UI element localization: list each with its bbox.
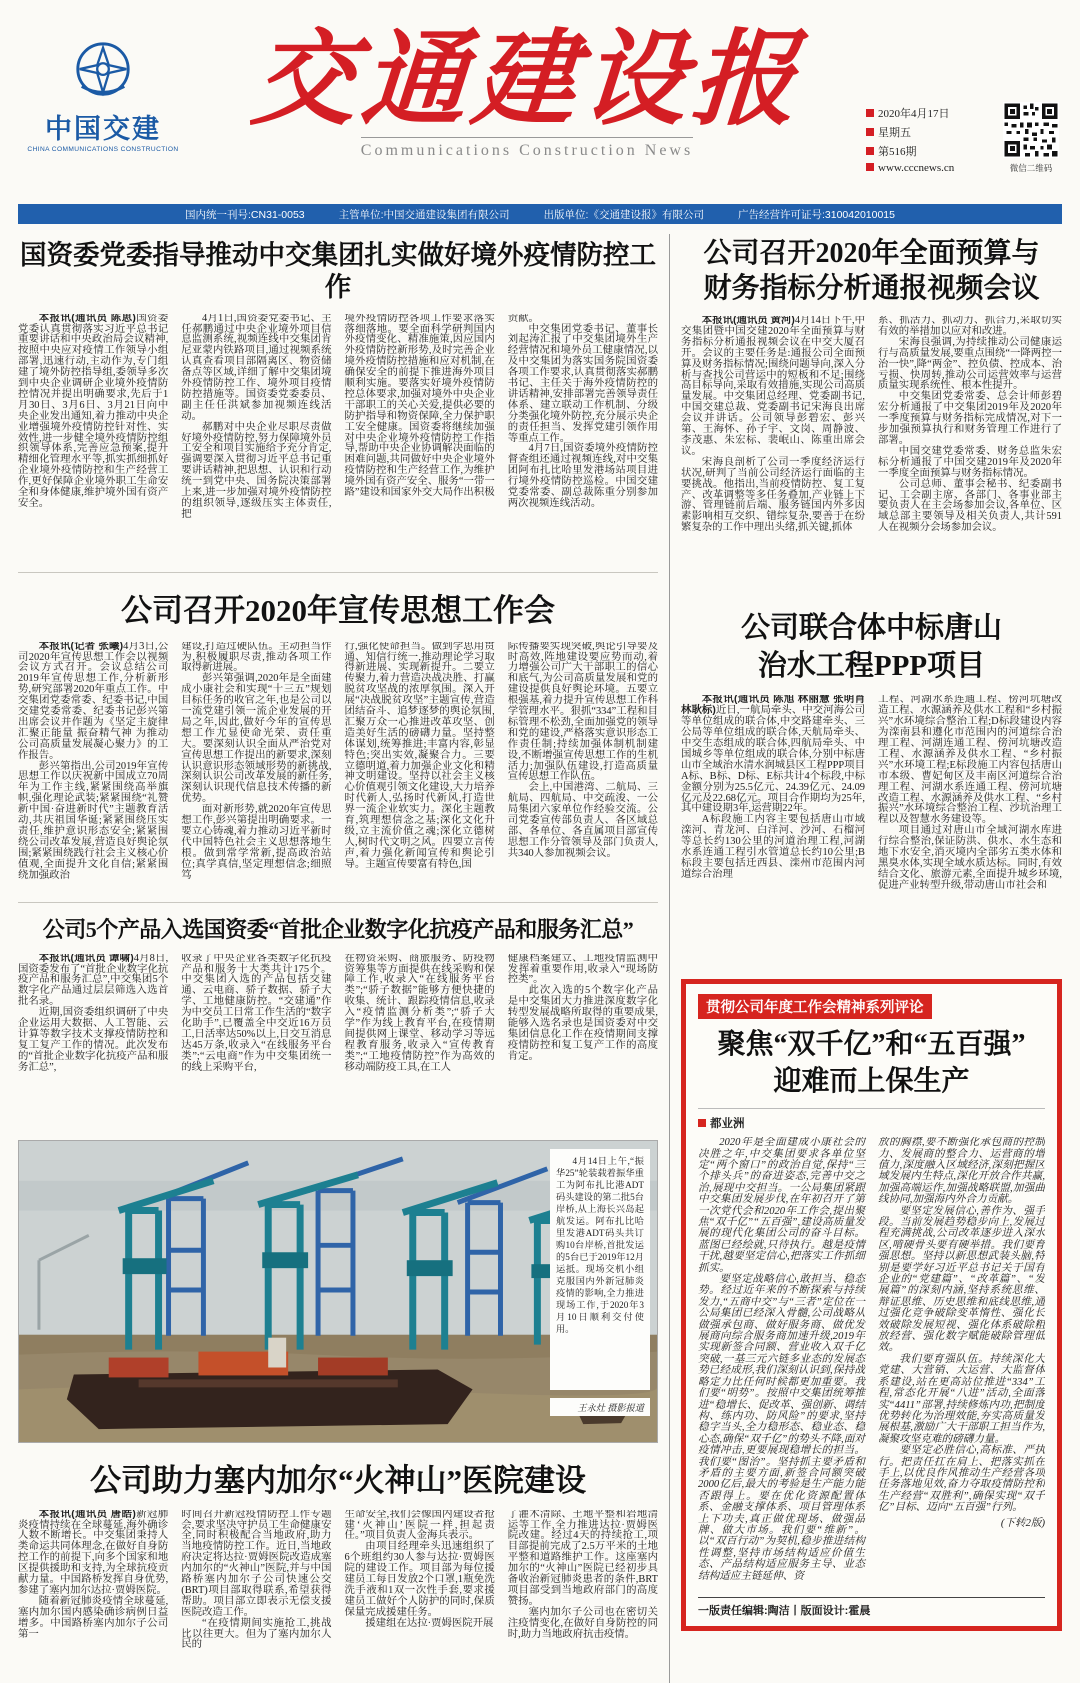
article-body: 本报讯(通讯员 谭啸)4月8日,国资委发布了“首批企业数字化抗疫产品和服务汇总”,中交集团5个数字化产品通过层层筛选入选首批名录。 近期,国资委组织调研了中央企业运用大数据、人工智能、云计算等数字技术支撑疫情防控和复工复产工作的情况。此次发布的“首批企业数字化抗疫产品和服务汇总”, 收录了中央企业各类数字化抗疫产品和服务十大类共计175个。中交集团入选的产品包括交建通、云电商、骄子数据、骄子大学、工地健康防控。“交建通”作为中交员工日常工作生活的“数字化助手”,已覆盖全中交近16万员工,日活率达50%以上,日交互消息达45万条,收录入“在线服务平台类”;“云电商”作为中交集团统一的线上采购平台, 在物资采购、商旅服务、防疫物资筹集等方面提供在线采购和保障工作,收录入“在线服务平台类”;“骄子数据”能够方便快捷的收集、统计、跟踪疫情信息,收录入“疫情监测分析类”;“骄子大学”作为线上教育平台,在疫情期间提供网上课堂、移动学习等远程教育服务,收录入“宣传教育类”;“工地疫情防控”作为高效的移动端防疫工具,在工人 健康档案建立、工地疫情监测中发挥着重要作用,收录入“现场防控类”。 此次入选的5个数字化产品是中交集团大力推进深度数字化转型发展战略所取得的重要成果,能够入选名录也是国资委对中交集团信息化工作在疫情期间支撑疫情防控和复工复产工作的高度肯定。 — [18, 953, 658, 1073]
article-body: 本报讯(通讯员 黄河)4月14日下午,中交集团暨中国交建2020年全面预算与财务指标分析通报视频会议在中交大厦召开。会议的主要任务是:通报公司全面预算及财务指标情况;围绕问题导向,深入分析与查找公司营运中的短板和不足;围绕高目标导向,采取有效措施,实现公司高质量发展。中交集团总经理、党委副书记,中国交建总裁、党委副书记宋海良出席会议并讲话。公司领导彭碧宏、彭兴第、王海怀、孙子宇、文岗、周静波、李茂惠、朱宏标、裴岷山、陈重出席会议。 宋海良剖析了公司一季度经济运行状况,研判了当前公司经济运行面临的主要挑战。他指出,当前疫情防控、复工复产、改革调整等多任务叠加,产业链上下游、管理链前后端、服务链国内外多因素影响相互交织、错综复杂,要善于在纷繁复杂的工作中理出头绪,抓关键,抓体 系、抓活力、抓动力、抓合力,采取切实有效的举措加以应对和改进。 宋海良强调,为持续推动公司健康运行与高质量发展,要重点围绕“一降两控一治一快”,降“两金”、控负债、控成本、治亏损、快周转,推动公司运营效率与运营质量实现系统性、根本性提升。 中交集团党委常委、总会计师彭碧宏分析通报了中交集团2019年及2020年一季度预算与财务指标完成情况,对下一步加强预算执行和财务管理工作进行了部署。 中国交建党委常委、财务总监朱宏标分析通报了中国交建2019年及2020年一季度全面预算与财务指标情况。 公司总师、董事会秘书、纪委副书记、工会副主席、各部门、各事业部主要负责人在主会场参加会议,各单位、区域总部主要领导及相关负责人,共计591人在视频分会场参加会议。 — [681, 316, 1062, 534]
divider — [18, 572, 658, 573]
issue-info-list — [866, 102, 1000, 177]
qr-code-icon — [1003, 102, 1059, 158]
ccc-logo-icon — [72, 40, 134, 102]
red-square-icon — [698, 1119, 706, 1127]
article-headline: 公司联合体中标唐山 治水工程PPP项目 — [740, 612, 1002, 682]
wechat-qr — [1000, 102, 1062, 177]
editorial-body: 2020年是全面建成小康社会的决胜之年,中交集团要求各单位坚定“两个窗口”的政治自觉,保持“三个排头兵”的奋进姿态,完善中交之治,展现中交担当。一公局集团紧跟中交集团发展步伐,在年初召开了第一次党代会和2020年工作会,提出聚焦“双千亿”“五百强”,建设高质量发展的现代化集团公司的奋斗目标。蓝图已经绘就,只待执行。越是疫情干扰,越要坚定信心,把落实工作抓细抓实。 要坚定战略信心,敢担当、稳态势。经过近年来的不断探索与持续发力,“五商中交”与“三者”定位在一公局集团已经深入骨髓,公司战略从做强承包商、做好服务商、做优发展商向综合服务商加速升级,2019年实现新签合同额、营业收入双千亿突破,一基三元六链多业态的发展态势已经成形,我们深刻认识到,保持战略定力比任何时候都更加重要。我们要“明势”。按照中交集团统筹推进“稳增长、促改革、强创新、调结构、练内功、防风险”的要求,坚持稳字当头,全力稳形态、稳业态、稳心态,确保“双千亿”的势头不降,面对疫情冲击,更要展现稳增长的担当。我们要“图治”。坚持抓主要矛盾和矛盾的主要方面,新签合同额突破2000亿后,最大的考验是生产能力能否跟得上。要在优化资源配置体系、金融支撑体系、项目管理体系上下功夫,真正做优现场、做强品牌、做大市场。我们要“维新”。以“双百行动”为契机,稳步推进结构性调整,坚持市场结构适应价值生态、产品结构适应服务主导、业态结构适应主链延伸、资 放的胸襟,要不断强化承包商的控制力、发展商的整合力、运营商的增值力,深度融入区域经济,深刻把握区域发展内生特点,深化开放合作共赢,加强高端运作,加强战略联盟,加强曲线协同,加强海内外合力贡献。 要坚定发展信心,善作为、强手段。当前发展趋势稳步向上,发展过程充满挑战,公司改革逐步进入深水区,啃硬骨头要有硬举措。我们要育强思想。坚持以新思想武装头脑,特别是要学好习近平总书记关于国有企业的“党建篇”、“改革篇”、“发展篇”的深刻内涵,坚持系统思维、辩证思维、历史思维和底线思维,通过强化竞争破除变革惰性、强化长效破除发展短视、强化体系破除粗放经营、强化数字赋能破除管理低效。 我们要育强队伍。持续深化大党建、大营销、大运营、大监督体系建设,站在更高站位推进“334”工程,常态化开展“八进”活动,全面落实“4411”部署,持续修炼内功,把制度优势转化为治理效能,夯实高质量发展根基,激励广大干部职工担当作为,凝聚攻坚克难的磅礴力量。 要坚定必胜信心,高标准、严执行。把责任扛在肩上、把落实抓在手上,以优良作风推动生产经营各项任务落地见效,奋力夺取疫情防控和生产经营“双胜利”,确保实现“双千亿”目标、迈向“五百强”行列。 (下转2版) — [698, 1137, 1045, 1582]
paper-title-english: Communications Construction News — [361, 137, 693, 160]
article-headline: 公司助力塞内加尔“火神山”医院建设 — [90, 1462, 586, 1498]
photo-caption: 4月14日上午,“振华25”轮装载着振华重工为阿布扎比港ADT码头建设的第二批5台岸桥,从上海长兴岛起航发运。阿布扎比哈里发港ADT码头共订购10台岸桥,首批发运的5台已于2019年12月运抵。现场交机小组克服国内外新冠肺炎疫情的影响,全力推进现场工作,于2020年3月10日顺利交付使用。 — [550, 1149, 650, 1390]
divider — [18, 902, 658, 903]
supervisor-unit: 主管单位:中国交通建设集团有限公司 — [338, 208, 510, 221]
qr-label: 微信二维码 — [1009, 163, 1053, 173]
article-headline: 国资委党委指导推动中交集团扎实做好境外疫情防控工作 — [20, 240, 656, 302]
issue-weekday: 星期五 — [866, 124, 1000, 140]
ad-license: 广告经营许可证号:310042010015 — [737, 208, 895, 221]
article-body: 本报讯(通讯员 陈旭 林丽慧 张明肖 林耿标)近日,一航局牵头、中交河海公司等单位组成的联合体,中交路建牵头、三公局等单位组成的联合体,天航局牵头、中交生态组成的联合体,四航局牵头、中国城乡等单位组成的联合体,分别中标唐山市全域治水清水润城县区工程PPP项目A标、B标、D标、E标共计4个标段,中标金额分别为25.5亿元、24.39亿元、24.09亿元及22.68亿元。项目合作期均为25年,其中建设期3年,运营期22年。 A标段施工内容主要包括唐山市域滦河、青龙河、白洋河、沙河、石榴河等总长约130公里的河道治理工程,河湖水系连通工程引水管道总长约10公里;B标段主要包括迁西县、滦州市范围内河道综合治理 工程、河湖水系连通工程、傍河坑塘改造工程、水源涵养及供水工程和“乡村振兴”水环境综合整治工程;D标段建设内容为滦南县和遵化市范围内的河道综合治理工程、河湖连通工程、傍河坑塘改造工程、水源涵养及供水工程、“乡村振兴”水环境工程;E标段施工内容包括唐山市本级、曹妃甸区及丰南区河道综合治理工程、河湖水系连通工程、傍河坑塘改造工程、水源涵养及供水工程、“乡村振兴”水环境综合整治工程、沙坑治理工程以及智慧水务建设等。 项目通过对唐山市全域河湖水库进行综合整治,保证防洪、供水、水生态和地下水安全,消灭境内全部劣五类水体和黑臭水体,实现全域水质达标。同时,有效结合文化、旅游元素,全面提升城乡环境,促进产业转型升级,带动唐山市社会和 — [681, 695, 1062, 891]
issn-number: 国内统一刊号:CN31-0053 — [185, 208, 305, 221]
issue-info — [866, 26, 1062, 177]
article-digital-products — [18, 913, 658, 1132]
continued-note: (下转2版) — [1000, 1517, 1045, 1529]
right-page-column — [669, 234, 1062, 1683]
photo-credit: 王永灶 摄影报道 — [550, 1398, 650, 1416]
publisher-logo — [18, 26, 188, 153]
article-senegal-hospital — [18, 1455, 658, 1683]
editorial-red-box — [681, 979, 1062, 1631]
red-square-icon — [866, 128, 874, 136]
editor-credits: 一版责任编辑:陶洁丨版面设计:霍晨 — [698, 1597, 1045, 1620]
article-body: 本报讯(通讯员 陈思)国资委党委认真贯彻落实习近平总书记重要讲话和中央政治局会议精神,按照中央应对疫情工作领导小组部署,迅速行动,主动作为,专门组建了境外防控指导组,委领导多次到中央企业调研企业境外疫情防控情况并提出明确要求,先后于1月30日、3月6日、3月21日向中央企业发出通知,着力推动中央企业增强境外疫情防控针对性、实效性,进一步健全境外疫情防控组织领导体系,完善应急预案,提升精细化管理水平等,抓实抓细抓好企业境外疫情防控和生产经营工作,更好保障企业境外职工生命安全和身体健康,维护境外国有资产安全。 4月1日,国资委党委书记、主任郝鹏通过中央企业境外项目信息监测系统,视频连线中交集团肯尼亚蒙内铁路项目,通过视频系统认真查看项目部隔离区、物资储备点等区域,详细了解中交集团境外疫情防控工作、境外项目疫情防控措施等。国资委党委委员、副主任任洪斌参加视频连线活动。 郝鹏对中央企业尽职尽责做好境外疫情防控,努力保障境外员工安全和项目实施给予充分肯定,强调要深入贯彻习近平总书记重要讲话精神,把思想、认识和行动统一到党中央、国务院决策部署上来,进一步加强对境外疫情防控的组织领导,逐级压实主体责任,把 境外疫情防控各项工作要求落实落细落地。要全面科学研判国内外疫情变化、精准施策,因应国内外疫情防控新形势,及时完善企业境外疫情防控措施和应对机制,在确保安全的前提下推进海外项目顺利实施。要落实好境外疫情防控总体要求,加强对境外中央企业干部职工的关心关爱,提供必要的防护指导和物资保障,全力保护职工安全健康。国资委将继续加强对中央企业境外疫情防控工作指导,帮助中央企业协调解决面临的困难问题,共同做好中央企业境外疫情防控和生产经营工作,为维护境外国有资产安全、服务“一带一路”建设和国家外交大局作出积极 贡献。 中交集团党委书记、董事长刘起涛汇报了中交集团境外生产经营情况和境外员工健康情况,以及中交集团为落实国务院国资委各项工作要求,认真贯彻落实郝鹏书记、主任关于海外疫情防控的讲话精神,安排部署完善领导责任体系、建立联动工作机制、分级分类强化境外防控,充分展示央企的责任担当、发挥党建引领作用等重点工作。 4月7日,国资委境外疫情防控督查组还通过视频连线,对中交集团阿布扎比哈里发港场站项目进行境外疫情防控巡检。中国交建党委常委、副总裁陈重分别参加两次视频连线活动。 — [18, 313, 658, 520]
editorial-author: 都业洲 — [698, 1108, 1045, 1131]
publication-bar — [18, 204, 1062, 224]
red-square-icon — [866, 163, 874, 171]
article-overseas-pandemic — [18, 240, 658, 564]
editorial-kicker: 贯彻公司年度工作会精神系列评论 — [698, 994, 932, 1019]
website-url: www.cccnews.cn — [866, 162, 1000, 174]
left-page-column — [18, 234, 658, 1683]
paper-title: 交通建设报 — [247, 23, 807, 138]
article-budget-meeting — [681, 236, 1062, 596]
issue-number: 第516期 — [866, 143, 1000, 159]
logo-en-text: CHINA COMMUNICATIONS CONSTRUCTION — [27, 146, 179, 153]
masthead — [18, 23, 1062, 198]
article-body: 本报讯(通讯员 唐皓)新冠肺炎疫情持续在全球蔓延,海外确诊人数不断增长。中交集团秉持人类命运共同体理念,在做好自身防控工作的前提下,向多个国家和地区提供援助和支持,为全球抗疫贡献力量。中国路桥发挥自身优势,参建了塞内加尔达拉·贾姆医院。 随着新冠肺炎疫情全球蔓延,塞内加尔国内感染确诊病例日益增多。中国路桥塞内加尔子公司第一 时间召开新冠疫情防控工作专题会,要求坚决守护员工生命健康安全,同时积极配合当地政府,助力当地疫情防控工作。近日,当地政府决定将达拉·贾姆医院改造成塞内加尔的“火神山”医院,并与中国路桥塞内加尔子公司快速公交(BRT)项目部取得联系,希望获得帮助。项目部立即表示无偿支援医院改造工作。 “在疫情期间实施抢工,挑战比以往更大。但为了塞内加尔人民的 生命安全,我们会像国内建设者抢建‘火神山’医院一样,担起责任。”项目负责人金海兵表示。 由项目经理牵头迅速组织了6个班组约30人参与达拉·贾姆医院的建设工作。项目部为每位援建员工每日发放2个口罩,1瓶免洗洗手液和1双一次性手套,要求援建员工做好个人防护的同时,保质保量完成援建任务。 援建组在达拉·贾姆医院开展 了灌木清除、土地平整和岩地清运等工作,全力推进达拉·贾姆医院改建。经过4天的持续抢工,项目部提前完成了2.5万平米的土地平整和道路维护工作。这座塞内加尔的“火神山”医院已经初步具备收治新冠肺炎患者的条件,BRT项目部受到当地政府部门的高度赞扬。 塞内加尔子公司也在密切关注疫情变化,在做好自身防控的同时,助力当地政府抗击疫情。 — [18, 1509, 658, 1651]
article-publicity-meeting — [18, 585, 658, 894]
article-tangshan-ppp — [681, 610, 1062, 967]
article-headline: 公司召开2020年全面预算与 财务指标分析通报视频会议 — [703, 238, 1040, 304]
logo-cn-text: 中国交建 — [45, 114, 161, 144]
red-square-icon — [866, 147, 874, 155]
article-body: 本报讯(记者 张曦)4月3日,公司2020年宣传思想工作会以视频会议方式召开。会议总结公司2019年宣传思想工作,分析新形势,研究部署2020年重点工作。中交集团党委常委、纪委书记,中国交建党委常委、纪委书记彭兴第出席会议并作题为《坚定主旋律 汇聚正能量 振奋精气神 为推动公司高质量发展凝心聚力》的工作报告。 彭兴第指出,公司2019年宣传思想工作以庆祝新中国成立70周年为工作主线,紧紧围绕高举旗帜,强化理论武装;紧紧围绕“礼赞新中国·奋进新时代”主题教育活动,共庆祖国华诞;紧紧围绕压实责任,维护意识形态安全;紧紧围绕公司改革发展,营造良好舆论氛围;紧紧围绕践行社会主义核心价值观,全面提升文化自信;紧紧围绕加强政治 建设,打造过硬队伍。主动担当作为,积极履职尽责,推动各项工作取得新进展。 彭兴第强调,2020年是全面建成小康社会和实现“十三五”规划目标任务的收官之年,也是公司以一流党建引领一流企业发展的开局之年,因此,做好今年的宣传思想工作尤显使命光荣、责任重大。要深刻认识全面从严治党对宣传思想工作提出的新要求,深刻认识意识形态领域形势的新挑战,深刻认识公司改革发展的新任务,深刻认识现代信息技术传播的新优势。 面对新形势,就2020年宣传思想工作,彭兴第提出明确要求。一要立心铸魂,着力推动习近平新时代中国特色社会主义思想落地生根。做到常学常新,提高政治站位;真学真信,坚定理想信念;细照笃 行,强化使命担当。做到学思用贯通、知信行统一,推动理论学习取得新进展、实现新提升。二要立传聚力,着力营造决战决胜、打赢脱贫攻坚战的浓厚氛围。深入开展“决战脱贫攻坚”主题宣传,营造团结奋斗、追梦逐梦的舆论氛围,汇聚万众一心推进改革攻坚、创造美好生活的磅礴力量。坚持整体谋划,统筹推进;丰富内容,彰显特色;突出实效,凝聚合力。三要立德明道,着力加强企业文化和精神文明建设。坚持以社会主义核心价值观引领文化建设,大力培养时代新人,弘扬时代新风,打造世界一流企业软实力。深化主题教育,筑理想信念之基;深化文化升级,立主流价值之魂;深化立德树人,树时代文明之风。四要立言传声,着力强化新闻宣传和舆论引导。主题宣传要富有特色,国 际传播要实现突破,舆论引导要及时高效,阵地建设要应势而动,着力增强公司广大干部职工的信心和底气,为公司高质量发展和党的建设提供良好舆论环境。五要立根强基,着力提升宣传思想工作科学管理水平。狠抓“334”工程和目标管理不松劲,全面加强党的领导和党的建设,严格落实意识形态工作责任制;持续加强体制机制建设,不断增强宣传思想工作的生机活力;加强队伍建设,打造高质量宣传思想工作队伍。 会上,中国港湾、二航局、三航局、四航局、中交疏浚、一公局集团六家单位作经验交流。公司党委宣传部负责人、各区域总部、各单位、各直属项目部宣传思想工作分管领导及部门负责人,共340人参加视频会议。 — [18, 641, 658, 881]
article-headline: 公司5个产品入选国资委“首批企业数字化抗疫产品和服务汇总” — [42, 916, 634, 942]
issue-date: 2020年4月17日 — [866, 105, 1000, 121]
port-crane-photo — [18, 1140, 658, 1443]
red-square-icon — [866, 109, 874, 117]
editorial-headline: 聚焦“双千亿”和“五百强” 迎难而上保生产 — [717, 1029, 1026, 1097]
article-headline: 公司召开2020年宣传思想工作会 — [121, 592, 555, 628]
publisher-unit: 出版单位:《交通建设报》有限公司 — [543, 208, 704, 221]
